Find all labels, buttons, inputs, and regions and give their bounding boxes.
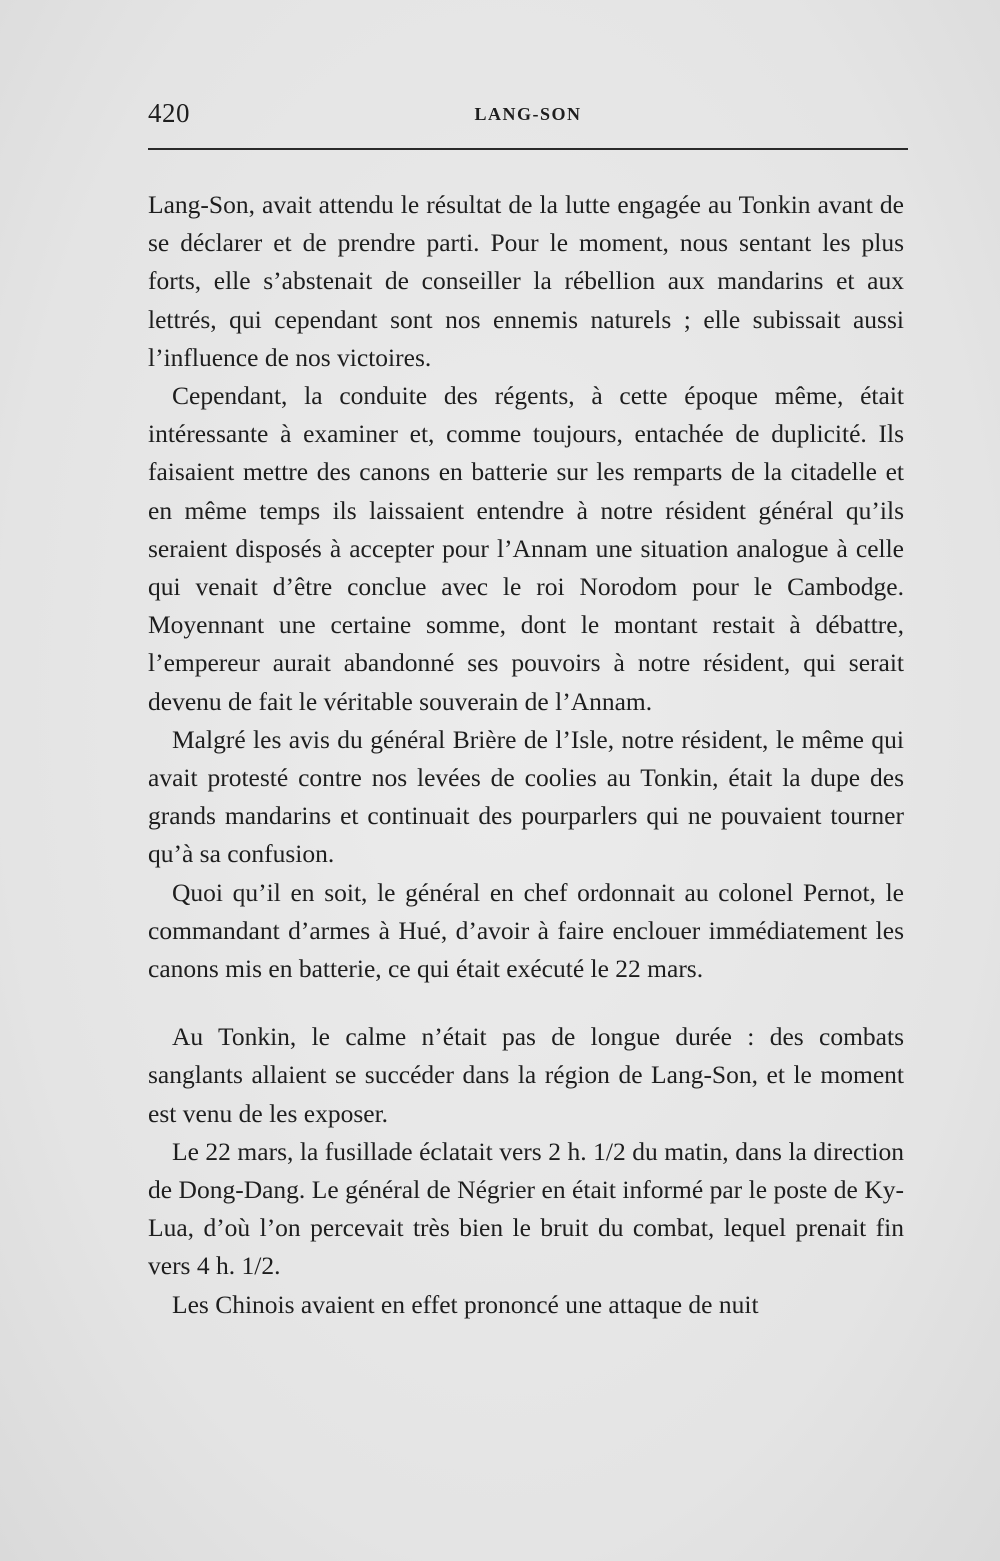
running-head: LANG-SON [474,104,582,124]
paragraph: Les Chinois avaient en effet prononcé une attaque de nuit [172,1289,759,1319]
paragraph: Au Tonkin, le calme n’était pas de longue durée : des combats sanglants allaient se succéder dans la région de Lang-Son, et le moment est venu de les exposer. [148,1022,904,1128]
paragraph: Cependant, la conduite des régents, à cette époque même, était intéressante à examiner et, comme toujours, entachée de duplicité. Ils faisaient mettre des canons en batterie sur les remparts de la citadelle et en même temps ils laissaient entendre à notre résident général qu’ils seraient disposés à accepter pour l’Annam une situation analogue à celle qui venait d’être conclue avec le roi Norodom pour le Cambodge. Moyennant une certaine somme, dont le montant restait à débattre, l’empereur aurait abandonné ses pouvoirs à notre résident, qui serait devenu de fait le véritable souverain de l’Annam. [148,381,904,716]
paragraph: Lang-Son, avait attendu le résultat de la lutte engagée au Tonkin avant de se déclarer et de prendre parti. Pour le moment, nous sentant les plus forts, elle s’abstenait de conseiller la rébellion aux mandarins et aux lettrés, qui cependant sont nos ennemis naturels ; elle subissait aussi l’influence de nos victoires. [148,190,904,372]
paragraph: Quoi qu’il en soit, le général en chef ordonnait au colonel Pernot, le commandant d’armes à Hué, d’avoir à faire enclouer immédiatement les canons mis en batterie, ce qui était exécuté le 22 mars. [148,877,904,984]
paragraph: Le 22 mars, la fusillade éclatait vers 2 h. 1/2 du matin, dans la direction de Dong-Dang. Le général de Négrier en était informé par le poste de Ky-Lua, d’où l’on percevait très bien le bruit du combat, lequel prenait fin vers 4 h. 1/2. [148,1136,904,1281]
page-number: 420 [148,98,190,128]
paragraph: Malgré les avis du général Brière de l’Isle, notre résident, le même qui avait protesté contre nos levées de coolies au Tonkin, était la dupe des grands mandarins et continuait des pourparlers qui ne pouvaient tourner qu’à sa confusion. [148,724,904,869]
page-header [148,96,908,136]
body-text [148,186,904,1324]
header-rule [148,148,908,150]
